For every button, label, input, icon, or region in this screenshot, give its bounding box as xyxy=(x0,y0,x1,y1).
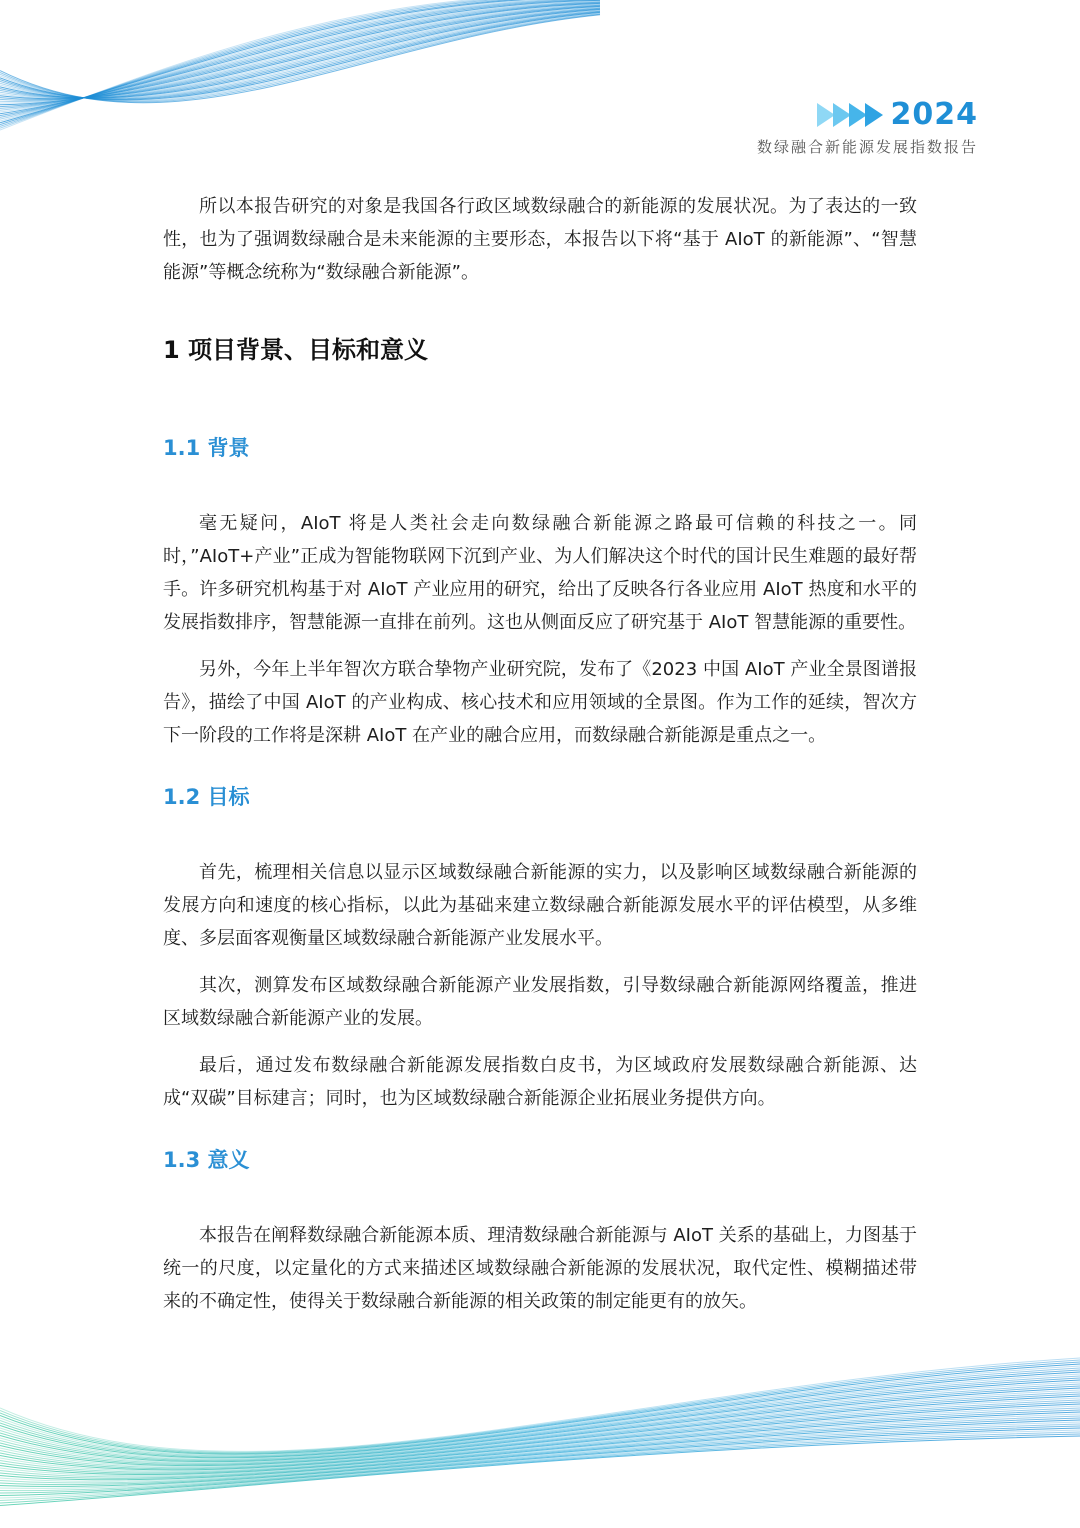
intro-paragraph: 所以本报告研究的对象是我国各行政区域数绿融合的新能源的发展状况。为了表达的一致性，也为了强调数绿融合是未来能源的主要形态，本报告以下将“基于 AIoT 的新能源”、“智慧能源”等概念统称为“数绿融合新能源”。 xyxy=(163,196,917,283)
goals-paragraph: 其次，测算发布区域数绿融合新能源产业发展指数，引导数绿融合新能源网络覆盖，推进区域数绿融合新能源产业的发展。 xyxy=(163,975,917,1029)
subsection-heading-background: 1.1 背景 xyxy=(163,436,250,460)
background-paragraph: 另外，今年上半年智次方联合挚物产业研究院，发布了《2023 中国 AIoT 产业全景图谱报告》，描绘了中国 AIoT 的产业构成、核心技术和应用领域的全景图。作为工作的延续，智次方下一阶段的工作将是深耕 AIoT 在产业的融合应用，而数绿融合新能源是重点之一。 xyxy=(163,659,917,746)
report-title: 数绿融合新能源发展指数报告 xyxy=(756,138,978,156)
report-year: 2024 xyxy=(890,97,978,132)
chevron-arrows-icon xyxy=(819,103,883,127)
background-paragraph: 毫无疑问，AIoT 将是人类社会走向数绿融合新能源之路最可信赖的科技之一。同时，”AIoT+产业”正成为智能物联网下沉到产业、为人们解决这个时代的国计民生难题的最好帮手。许多研究机构基于对 AIoT 产业应用的研究，给出了反映各行各业应用 AIoT 热度和水平的发展指数排序，智慧能源一直排在前列。这也从侧面反应了研究基于 AIoT 智慧能源的重要性。 xyxy=(163,513,917,633)
section-heading-1: 1 项目背景、目标和意义 xyxy=(163,336,429,364)
subsection-heading-significance: 1.3 意义 xyxy=(163,1148,250,1172)
significance-paragraph: 本报告在阐释数绿融合新能源本质、理清数绿融合新能源与 AIoT 关系的基础上，力图基于统一的尺度，以定量化的方式来描述区域数绿融合新能源的发展状况，取代定性、模糊描述带来的不确定性，使得关于数绿融合新能源的相关政策的制定能更有的放矢。 xyxy=(163,1225,917,1312)
goals-paragraph: 最后，通过发布数绿融合新能源发展指数白皮书，为区域政府发展数绿融合新能源、达成“双碳”目标建言；同时，也为区域数绿融合新能源企业拓展业务提供方向。 xyxy=(163,1055,917,1109)
subsection-heading-goals: 1.2 目标 xyxy=(163,785,250,809)
header-brand xyxy=(757,98,978,157)
goals-paragraph: 首先，梳理相关信息以显示区域数绿融合新能源的实力，以及影响区域数绿融合新能源的发展方向和速度的核心指标，以此为基础来建立数绿融合新能源发展水平的评估模型，从多维度、多层面客观衡量区域数绿融合新能源产业发展水平。 xyxy=(163,862,917,949)
bottom-wave-decoration xyxy=(0,1348,1080,1528)
page-content xyxy=(163,190,917,1332)
